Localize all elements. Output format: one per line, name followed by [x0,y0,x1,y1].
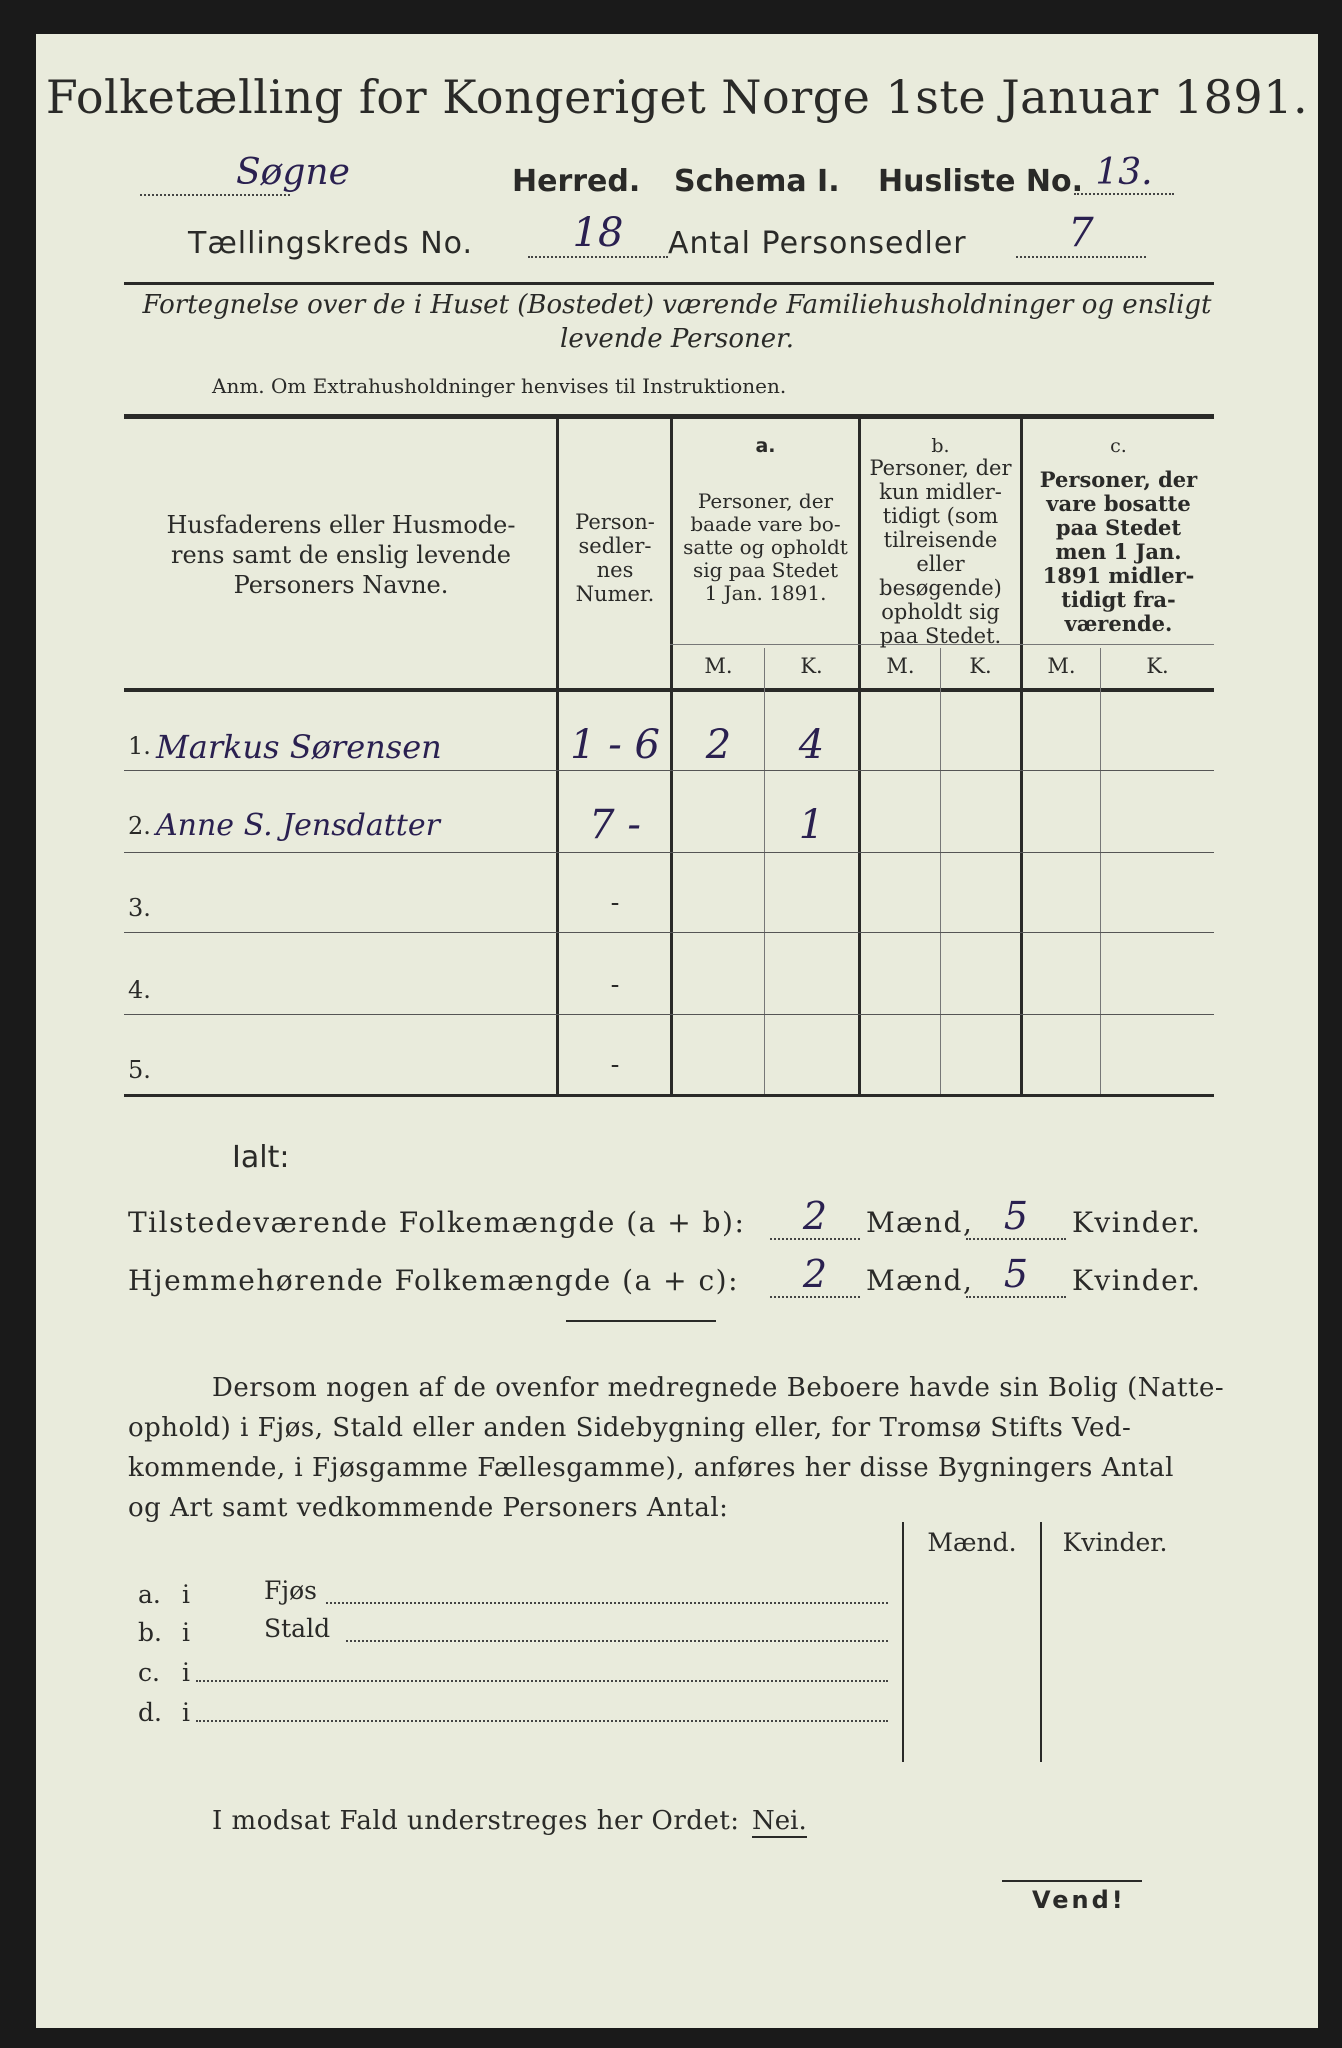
col-divider-sub [764,648,765,1094]
building-row-label: Stald [264,1614,331,1643]
col-header-line: paa Stedet [1055,515,1182,540]
husliste-value: 13. [1074,152,1174,195]
form-title: Folketælling for Kongeriget Norge 1ste Januar 1891. [45,70,1309,124]
col-c-m: M. [1047,654,1076,678]
tilstede-kvinder-value: 5 [966,1194,1066,1240]
table-top-rule [124,414,1214,419]
paragraph-line: og Art samt vedkommende Personers Antal: [128,1493,729,1523]
col-a-k: K. [800,654,823,678]
row-rule [124,852,1214,853]
col-header-line: sedler- [578,534,652,558]
col-header-line: men 1 Jan. [1055,539,1182,564]
building-row-label: Fjøs [264,1576,317,1605]
col-header-sedler [560,510,670,606]
buildings-divider [1040,1522,1042,1762]
col-header-names [136,510,546,600]
paragraph-line: ophold) i Fjøs, Stald eller anden Sidebygning eller, for Tromsø Stifts Ved- [128,1413,1132,1443]
row-number: 3. [128,894,151,922]
building-row-i: i [182,1658,190,1687]
col-header-line: besøgende) [879,576,1002,600]
buildings-kvinder-header: Kvinder. [1062,1528,1168,1557]
building-row-i: i [182,1698,190,1727]
hjemme-maend-value: 2 [770,1252,860,1298]
building-row-letter: c. [138,1658,160,1687]
header-rule [124,282,1214,285]
building-row-dots [326,1592,888,1604]
col-header-line: vare bosatte [1046,491,1191,516]
table-header-rule [124,688,1214,692]
row-rule [124,1014,1214,1015]
vend-rule [1002,1880,1142,1882]
row-name: Anne S. Jensdatter [156,808,440,843]
col-divider-sub [1100,648,1101,1094]
building-row-i: i [182,1580,190,1609]
col-header-line: tilreisende [883,528,998,552]
section-divider [566,1320,716,1322]
col-header-line: Personer, der [697,489,834,513]
herred-value: Søgne [236,152,350,193]
col-header-c [1023,468,1214,636]
tilstede-maend-value: 2 [770,1194,860,1240]
row-sedler: - [610,888,620,918]
col-header-names-line: Husfaderens eller Husmode- [166,511,516,539]
antal-label: Antal Personsedler [668,226,967,261]
hjemme-kvinder-value: 5 [966,1252,1066,1298]
row-number: 2. [128,812,151,840]
building-row-dots [346,1630,888,1642]
nei-word: Nei. [752,1806,807,1836]
col-a-m: M. [704,654,733,678]
col-header-line: Numer. [575,582,655,606]
row-sedler: - [610,1050,620,1080]
paragraph-line: Dersom nogen af de ovenfor medregnede Beboere havde sin Bolig (Natte- [212,1373,1225,1403]
antal-value: 7 [1016,210,1146,258]
col-header-line: Personer, der [869,456,1012,480]
col-header-b [861,456,1020,648]
col-header-line: opholdt sig [881,600,1000,624]
row-number: 4. [128,976,151,1004]
census-form-sheet [36,34,1318,2028]
vend-label: Vend! [1032,1886,1126,1914]
kreds-label: Tællingskreds No. [188,226,473,261]
col-header-line: værende. [1064,611,1173,636]
col-header-line: tidigt (som [882,504,999,528]
paragraph-line: kommende, i Fjøsgamme Fællesgamme), anføres her disse Bygningers Antal [128,1453,1174,1483]
ialt-label: Ialt: [232,1140,290,1175]
row-rule [124,770,1214,771]
row-rule [124,932,1214,933]
intro-line-2: levende Personer. [560,324,794,354]
kreds-value: 18 [528,210,668,258]
col-b-m: M. [886,654,915,678]
tilstede-kvinder-label: Kvinder. [1072,1206,1202,1239]
row-a-m: 2 [705,722,732,768]
anm-note: Anm. Om Extrahusholdninger henvises til Instruktionen. [212,374,787,398]
building-row-dots [196,1670,888,1682]
row-sedler: 7 - [589,802,641,848]
row-a-k: 1 [798,802,825,848]
col-header-line: Personer, der [1039,467,1198,492]
col-header-line: 1 Jan. 1891. [704,581,827,605]
building-row-letter: a. [138,1580,161,1609]
buildings-maend-header: Mænd. [927,1528,1017,1557]
hjemme-kvinder-label: Kvinder. [1072,1264,1202,1297]
row-a-k: 4 [798,722,825,768]
husliste-label: Husliste No. [878,164,1083,199]
tilstede-maend-label: Mænd, [866,1206,974,1239]
herred-label: Herred. [512,164,641,199]
col-c-letter: c. [1110,435,1127,457]
building-row-dots [196,1710,888,1722]
row-name: Markus Sørensen [156,728,442,766]
col-a-letter: a. [755,435,776,457]
hjemme-label: Hjemmehørende Folkemængde (a + c): [128,1264,739,1297]
col-header-line: nes [596,558,634,582]
hjemme-maend-label: Mænd, [866,1264,974,1297]
buildings-divider [902,1522,904,1762]
row-number: 5. [128,1056,151,1084]
col-header-names-line: rens samt de enslig levende [171,541,511,569]
col-divider-sub [940,648,941,1094]
building-row-i: i [182,1618,190,1647]
col-header-line: baade vare bo- [690,512,841,536]
col-b-letter: b. [931,435,950,457]
col-header-names-line: Personers Navne. [233,571,449,599]
col-header-a [673,490,858,605]
col-header-line: tidigt fra- [1061,587,1176,612]
row-sedler: - [610,970,620,1000]
row-sedler: 1 - 6 [570,722,660,768]
col-b-k: K. [969,654,992,678]
modsat-text: I modsat Fald understreges her Ordet: [212,1806,740,1836]
col-divider [556,418,559,1094]
col-header-line: kun midler- [879,480,1002,504]
col-header-line: eller [916,552,965,576]
col-header-line: 1891 midler- [1042,563,1195,588]
tilstede-label: Tilstedeværende Folkemængde (a + b): [128,1206,746,1239]
col-header-line: Person- [575,510,655,534]
col-header-line: satte og opholdt [683,535,848,559]
col-header-line: paa Stedet. [879,624,1002,648]
intro-line-1: Fortegnelse over de i Huset (Bostedet) værende Familiehusholdninger og ensligt [142,290,1212,320]
row-number: 1. [128,732,151,760]
schema-label: Schema I. [674,164,840,199]
building-row-letter: b. [138,1618,162,1647]
building-row-letter: d. [138,1698,162,1727]
col-header-line: sig paa Stedet [692,558,839,582]
table-bottom-rule [124,1094,1214,1097]
col-c-k: K. [1146,654,1169,678]
